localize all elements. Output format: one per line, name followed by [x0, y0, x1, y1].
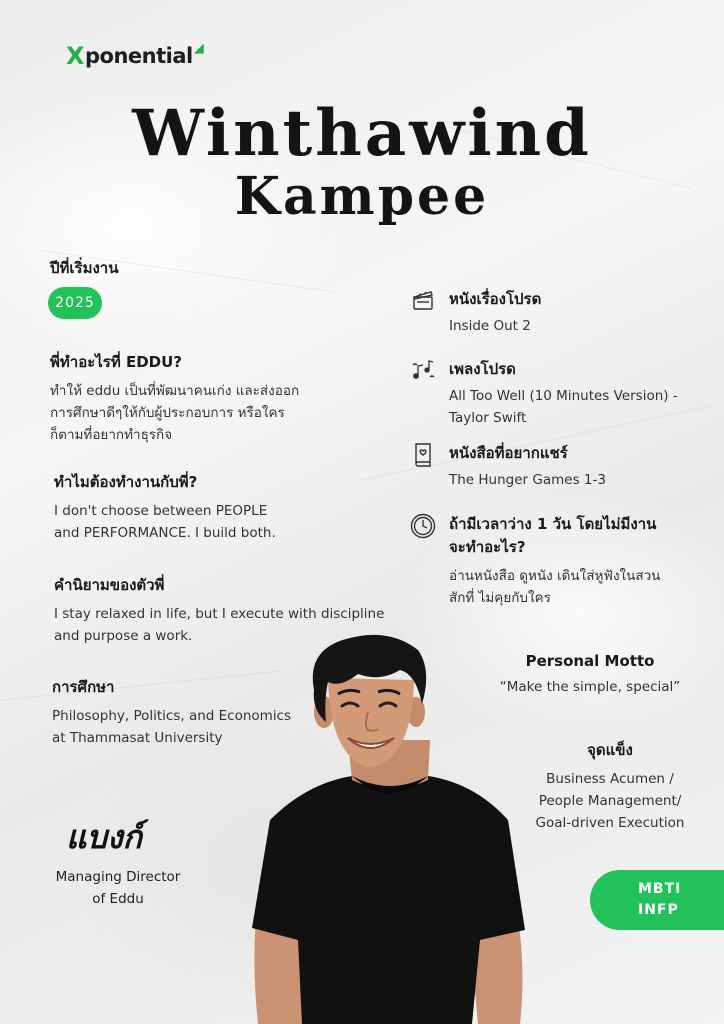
strengths [510, 738, 710, 834]
section-favorite-song [449, 357, 709, 429]
section-heading: เพลงโปรด [449, 360, 516, 378]
portrait-photo [240, 630, 540, 1024]
music-notes-icon [409, 356, 437, 384]
section-line: I don't choose between PEOPLE [54, 503, 268, 519]
signature-nickname: แบงก์ [66, 818, 142, 856]
clock-icon [409, 512, 437, 540]
section-line: The Hunger Games 1-3 [449, 472, 606, 488]
section-book-to-share [449, 441, 709, 491]
motto-heading: Personal Motto [525, 652, 655, 670]
section-line: ทำให้ eddu เป็นที่พัฒนาคนเก่ง และส่งออก [50, 383, 300, 399]
section-heading: หนังสือที่อยากแชร์ [449, 444, 568, 462]
section-heading: พี่ทำอะไรที่ EDDU? [50, 353, 183, 371]
logo-x: X [66, 42, 85, 70]
last-name: Kampee [234, 166, 490, 227]
start-year-badge: 2025 [48, 287, 102, 319]
section-heading: ทำไมต้องทำงานกับพี่? [54, 473, 198, 491]
xponential-logo [66, 42, 203, 70]
role-line: of Eddu [92, 891, 144, 907]
strength-item: Goal-driven Execution [535, 815, 685, 831]
strength-item: Business Acumen / [546, 771, 674, 787]
section-why-work-with-me [54, 470, 374, 544]
first-name: Winthawind [132, 96, 592, 171]
logo-tick-icon: ◢ [193, 40, 204, 56]
section-what-at-eddu [50, 350, 370, 446]
section-line: Philosophy, Politics, and Economics [52, 708, 292, 724]
section-heading: คำนิยามของตัวพี่ [54, 576, 165, 594]
section-free-day [449, 513, 719, 609]
section-line: Taylor Swift [449, 410, 527, 426]
strength-item: People Management/ [538, 793, 682, 809]
role-title [40, 866, 196, 910]
section-favorite-movie [449, 287, 709, 337]
section-heading: ถ้ามีเวลาว่าง 1 วัน โดยไม่มีงาน [449, 515, 657, 533]
section-line: and purpose a work. [54, 628, 193, 644]
section-line: and PERFORMANCE. I build both. [54, 525, 276, 541]
section-line: สักที่ ไม่คุยกับใคร [449, 590, 551, 606]
mbti-label: MBTI [638, 881, 682, 897]
section-line: at Thammasat University [52, 730, 223, 746]
start-year-heading: ปีที่เริ่มงาน [50, 259, 119, 277]
section-heading: จะทำอะไร? [449, 538, 526, 556]
section-line: ก็ตามที่อยากทำธุรกิจ [50, 427, 173, 443]
section-line: I stay relaxed in life, but I execute with discipline [54, 606, 385, 622]
book-icon [409, 440, 437, 468]
mbti-badge [590, 870, 724, 930]
strengths-heading: จุดแข็ง [587, 741, 633, 759]
mbti-value: INFP [638, 902, 679, 918]
section-line: Inside Out 2 [449, 318, 531, 334]
motto-text: “Make the simple, special” [499, 679, 681, 695]
section-line: อ่านหนังสือ ดูหนัง เดินใส่หูฟังในสวน [449, 568, 661, 584]
section-line: All Too Well (10 Minutes Version) - [449, 388, 678, 404]
clapperboard-icon [409, 286, 437, 314]
role-line: Managing Director [55, 869, 181, 885]
section-line: การศึกษาดีๆให้กับผู้ประกอบการ หรือใคร [50, 405, 285, 421]
section-heading: หนังเรื่องโปรด [449, 290, 542, 308]
logo-text: ponential [85, 44, 193, 68]
section-heading: การศึกษา [52, 678, 115, 696]
